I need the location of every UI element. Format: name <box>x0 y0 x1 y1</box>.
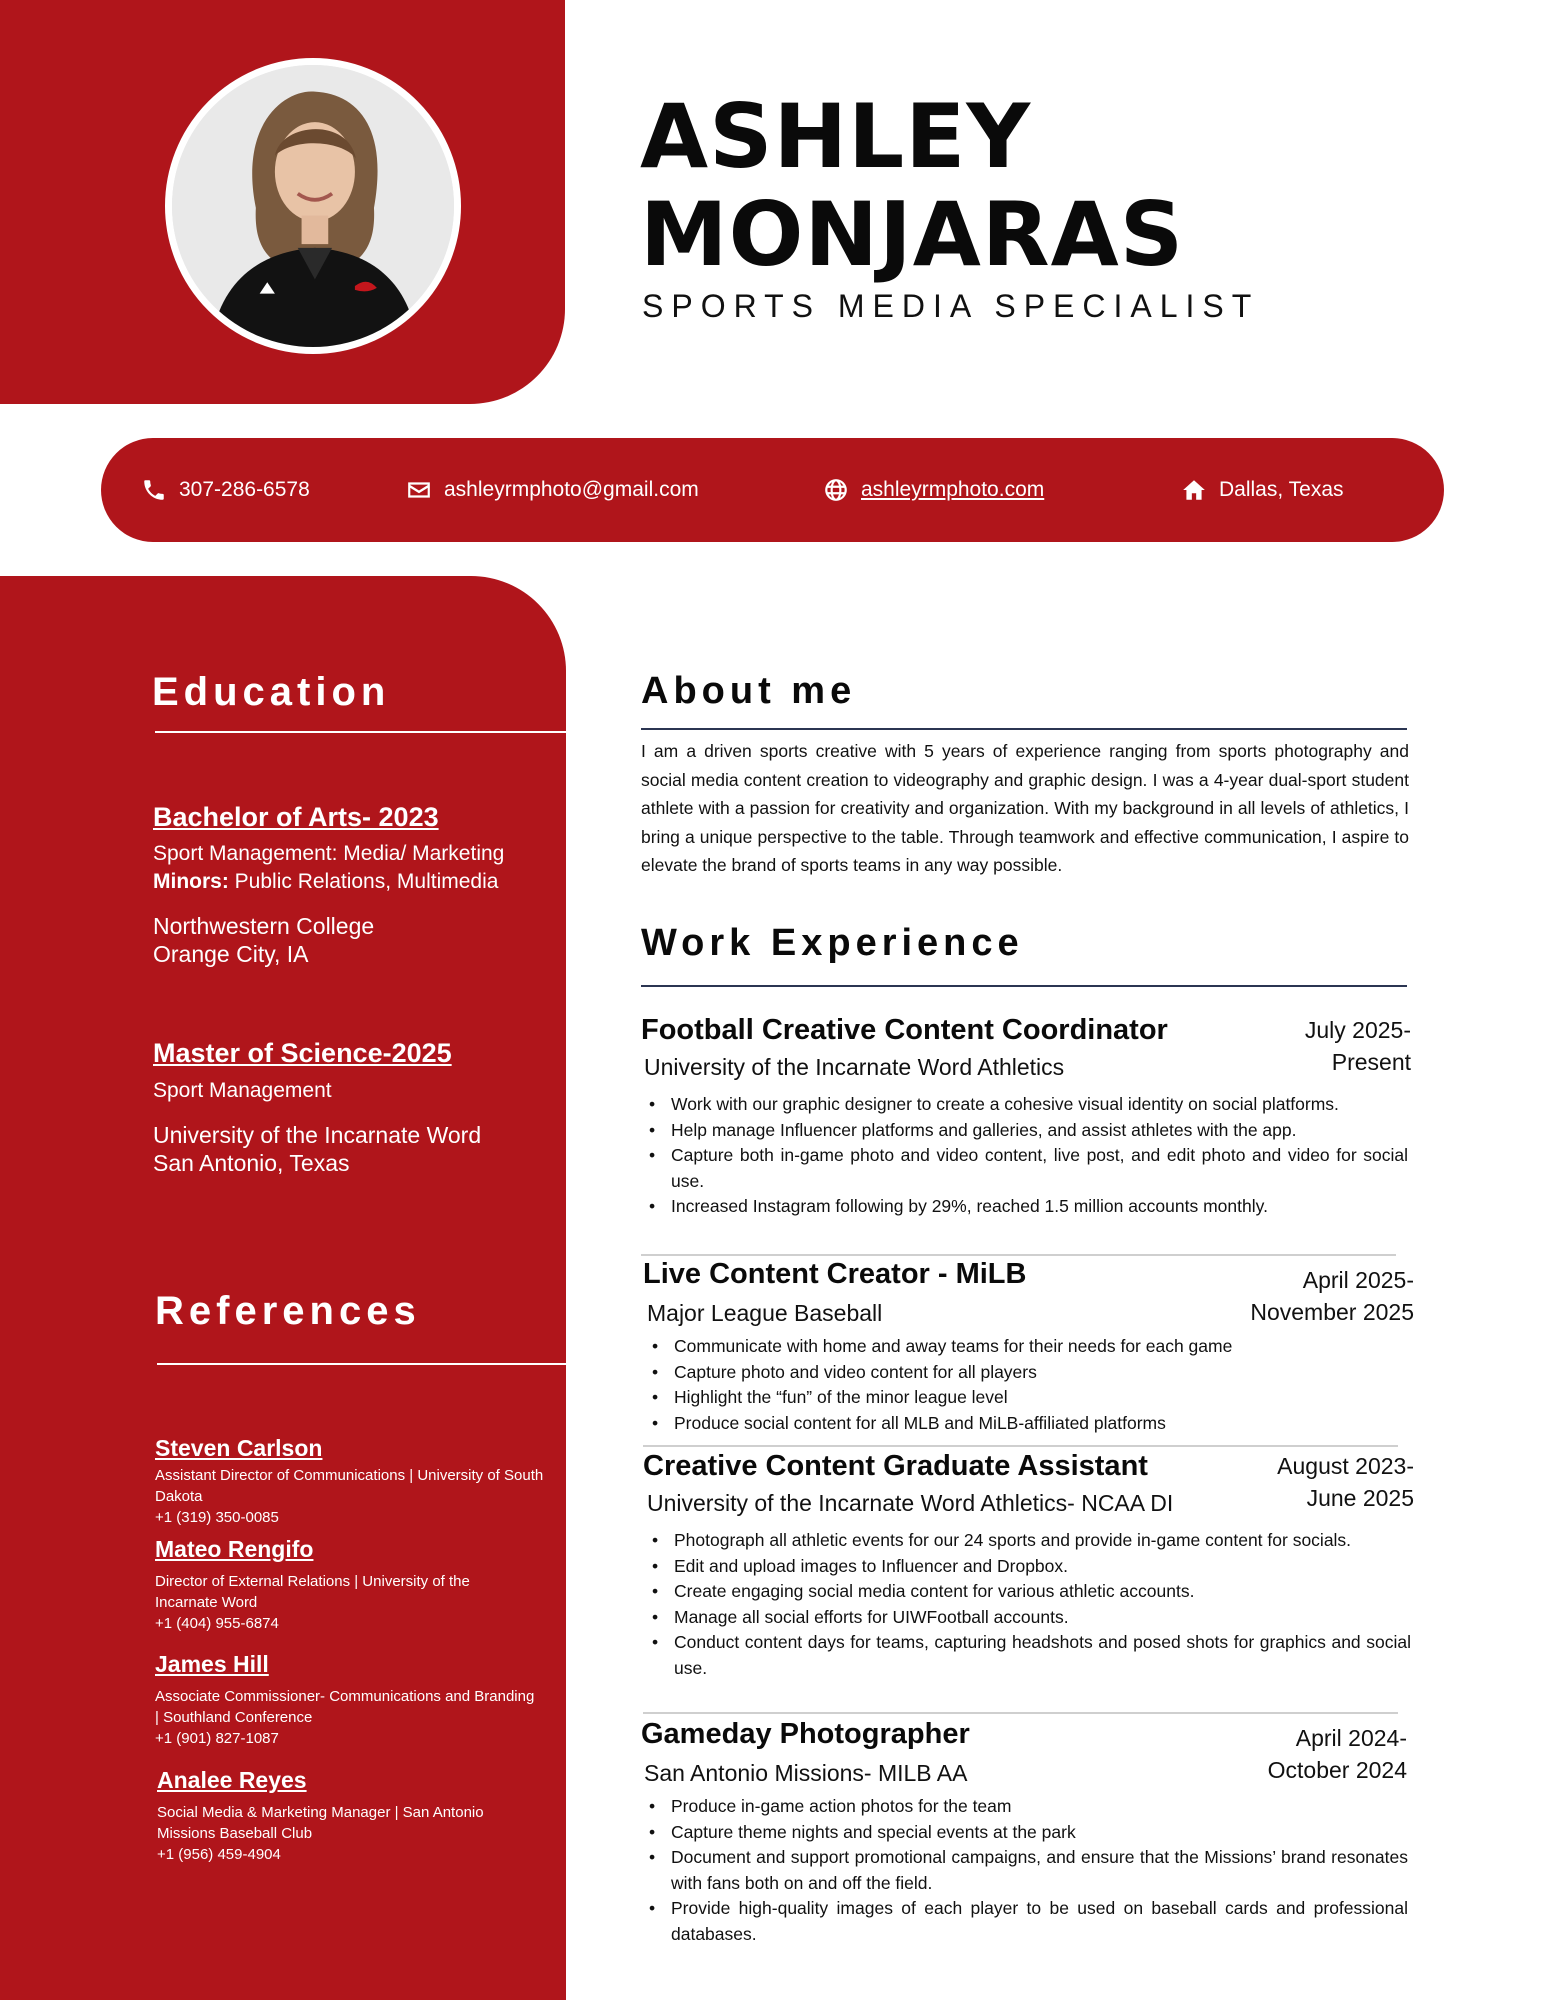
job-bullet: • Edit and upload images to Influencer and Dropbox. <box>674 1554 1411 1580</box>
job-bullet: • Highlight the “fun” of the minor league level <box>674 1385 1411 1411</box>
job-bullet: • Work with our graphic designer to create a cohesive visual identity on social platforms. <box>671 1092 1408 1118</box>
job-dates <box>1277 1450 1414 1514</box>
minors-value: Public Relations, Multimedia <box>228 870 499 893</box>
job-organization: University of the Incarnate Word Athletics <box>644 1054 1065 1080</box>
name-first: ASHLEY <box>640 85 1032 188</box>
reference-role: Social Media & Marketing Manager | San Antonio Missions Baseball Club <box>157 1804 484 1842</box>
job-bullets <box>674 1528 1411 1681</box>
job-date-start: July 2025- <box>1304 1017 1411 1043</box>
references-rule <box>157 1363 566 1365</box>
job-date-start: August 2023- <box>1277 1453 1414 1479</box>
job-role: Creative Content Graduate Assistant <box>643 1450 1148 1482</box>
job-date-end: October 2024 <box>1267 1757 1407 1783</box>
job-dates <box>1305 1014 1411 1078</box>
work-heading: Work Experience <box>641 922 1024 964</box>
job-bullet: • Provide high-quality images of each player to be used on baseball cards and professional databases. <box>671 1896 1408 1947</box>
job-bullets <box>671 1794 1408 1947</box>
school-northwestern <box>153 912 374 968</box>
job-separator <box>641 1254 1396 1256</box>
phone-text: 307-286-6578 <box>179 478 310 501</box>
reference-name: Analee Reyes <box>157 1767 307 1793</box>
reference-detail <box>155 1465 545 1528</box>
job-dates <box>1268 1722 1407 1786</box>
job-organization: Major League Baseball <box>647 1300 883 1326</box>
job-bullet: • Photograph all athletic events for our 24 sports and provide in-game content for socials. <box>674 1528 1411 1554</box>
profile-photo <box>165 58 461 354</box>
contact-website[interactable] <box>823 438 1044 542</box>
job-organization: University of the Incarnate Word Athletics- NCAA DI <box>647 1490 1174 1516</box>
about-heading: About me <box>641 670 857 712</box>
job-bullets <box>674 1334 1411 1436</box>
job-bullet: • Help manage Influencer platforms and galleries, and assist athletes with the app. <box>671 1118 1408 1144</box>
job-entry <box>641 1718 1411 1948</box>
header-red-block <box>0 0 565 404</box>
reference-role: Associate Commissioner- Communications and Branding | Southland Conference <box>155 1688 535 1726</box>
degree-field: Sport Management <box>153 1079 332 1102</box>
mail-icon <box>406 477 432 503</box>
reference-phone: +1 (901) 827-1087 <box>155 1730 279 1747</box>
home-icon <box>1181 477 1207 503</box>
job-separator <box>643 1445 1398 1447</box>
reference-detail <box>155 1571 495 1634</box>
about-rule <box>641 728 1407 730</box>
reference-name: James Hill <box>155 1651 269 1677</box>
reference-phone: +1 (404) 955-6874 <box>155 1615 279 1632</box>
job-bullet: • Manage all social efforts for UIWFootball accounts. <box>674 1605 1411 1631</box>
sidebar <box>0 576 566 2000</box>
school-uiw <box>153 1121 481 1177</box>
degree-minors <box>153 870 498 894</box>
references-heading: References <box>155 1289 421 1333</box>
job-bullet: • Produce social content for all MLB and MiLB-affiliated platforms <box>674 1411 1411 1437</box>
school-name: University of the Incarnate Word <box>153 1122 482 1148</box>
degree-field: Sport Management: Media/ Marketing <box>153 842 505 865</box>
job-date-end: June 2025 <box>1306 1485 1414 1511</box>
contact-email[interactable] <box>406 438 699 542</box>
contact-bar <box>101 438 1444 542</box>
contact-location <box>1181 438 1344 542</box>
job-role: Gameday Photographer <box>641 1718 970 1750</box>
reference-phone: +1 (319) 350-0085 <box>155 1509 279 1526</box>
job-dates <box>1250 1264 1414 1328</box>
name-last: MONJARAS <box>640 183 1185 286</box>
job-bullet: • Capture both in-game photo and video content, live post, and edit photo and video for social use. <box>671 1143 1408 1194</box>
job-role: Live Content Creator - MiLB <box>643 1258 1027 1290</box>
about-text: I am a driven sports creative with 5 years of experience ranging from sports photography and social media content creation to videography and graphic design. I was a 4-year dual-sport student athlete with a passion for creativity and organization. With my background in all levels of athletics, I bring a unique perspective to the table. Through teamwork and effective communication, I aspire to elevate the brand of sports teams in any way possible. <box>641 741 1409 875</box>
minors-label: Minors: <box>153 870 229 893</box>
job-separator <box>643 1712 1398 1714</box>
job-bullet: • Capture photo and video content for all players <box>674 1360 1411 1386</box>
job-bullet: • Increased Instagram following by 29%, reached 1.5 million accounts monthly. <box>671 1194 1408 1220</box>
job-bullet: • Produce in-game action photos for the team <box>671 1794 1408 1820</box>
job-bullet: • Create engaging social media content for various athletic accounts. <box>674 1579 1411 1605</box>
job-bullet: • Document and support promotional campaigns, and ensure that the Missions’ brand resonates with fans both on and off the field. <box>671 1845 1408 1896</box>
reference-role: Assistant Director of Communications | University of South Dakota <box>155 1467 544 1505</box>
school-location: San Antonio, Texas <box>153 1150 350 1176</box>
work-rule <box>641 985 1407 987</box>
job-entry <box>641 1450 1414 1710</box>
person-photo-icon <box>172 65 454 347</box>
job-date-start: April 2025- <box>1302 1267 1414 1293</box>
reference-detail <box>155 1686 535 1749</box>
reference-name: Steven Carlson <box>155 1435 323 1461</box>
job-bullet: • Communicate with home and away teams for their needs for each game <box>674 1334 1411 1360</box>
globe-icon <box>823 477 849 503</box>
education-rule <box>155 731 566 733</box>
school-name: Northwestern College <box>153 913 375 939</box>
reference-phone: +1 (956) 459-4904 <box>157 1846 281 1863</box>
reference-detail <box>157 1802 537 1865</box>
job-entry <box>641 1258 1414 1438</box>
education-heading: Education <box>152 670 391 714</box>
job-date-end: Present <box>1331 1049 1411 1075</box>
degree-bachelor: Bachelor of Arts- 2023 <box>153 802 439 832</box>
job-bullet: • Capture theme nights and special events at the park <box>671 1820 1408 1846</box>
contact-phone[interactable] <box>141 438 310 542</box>
job-date-start: April 2024- <box>1295 1725 1407 1751</box>
email-text: ashleyrmphoto@gmail.com <box>444 478 699 501</box>
job-bullet: • Conduct content days for teams, capturing headshots and posed shots for graphics and social use. <box>674 1630 1411 1681</box>
school-location: Orange City, IA <box>153 941 309 967</box>
website-link[interactable]: ashleyrmphoto.com <box>861 478 1045 501</box>
location-text: Dallas, Texas <box>1219 478 1344 501</box>
degree-master: Master of Science-2025 <box>153 1038 452 1068</box>
job-organization: San Antonio Missions- MILB AA <box>644 1760 968 1786</box>
candidate-name <box>640 85 1185 286</box>
job-role: Football Creative Content Coordinator <box>641 1014 1168 1046</box>
job-bullets <box>671 1092 1408 1220</box>
reference-role: Director of External Relations | University of the Incarnate Word <box>155 1573 470 1611</box>
phone-icon <box>141 477 167 503</box>
job-title: SPORTS MEDIA SPECIALIST <box>642 288 1260 324</box>
reference-name: Mateo Rengifo <box>155 1536 314 1562</box>
job-date-end: November 2025 <box>1250 1299 1414 1325</box>
job-entry <box>641 1014 1411 1244</box>
